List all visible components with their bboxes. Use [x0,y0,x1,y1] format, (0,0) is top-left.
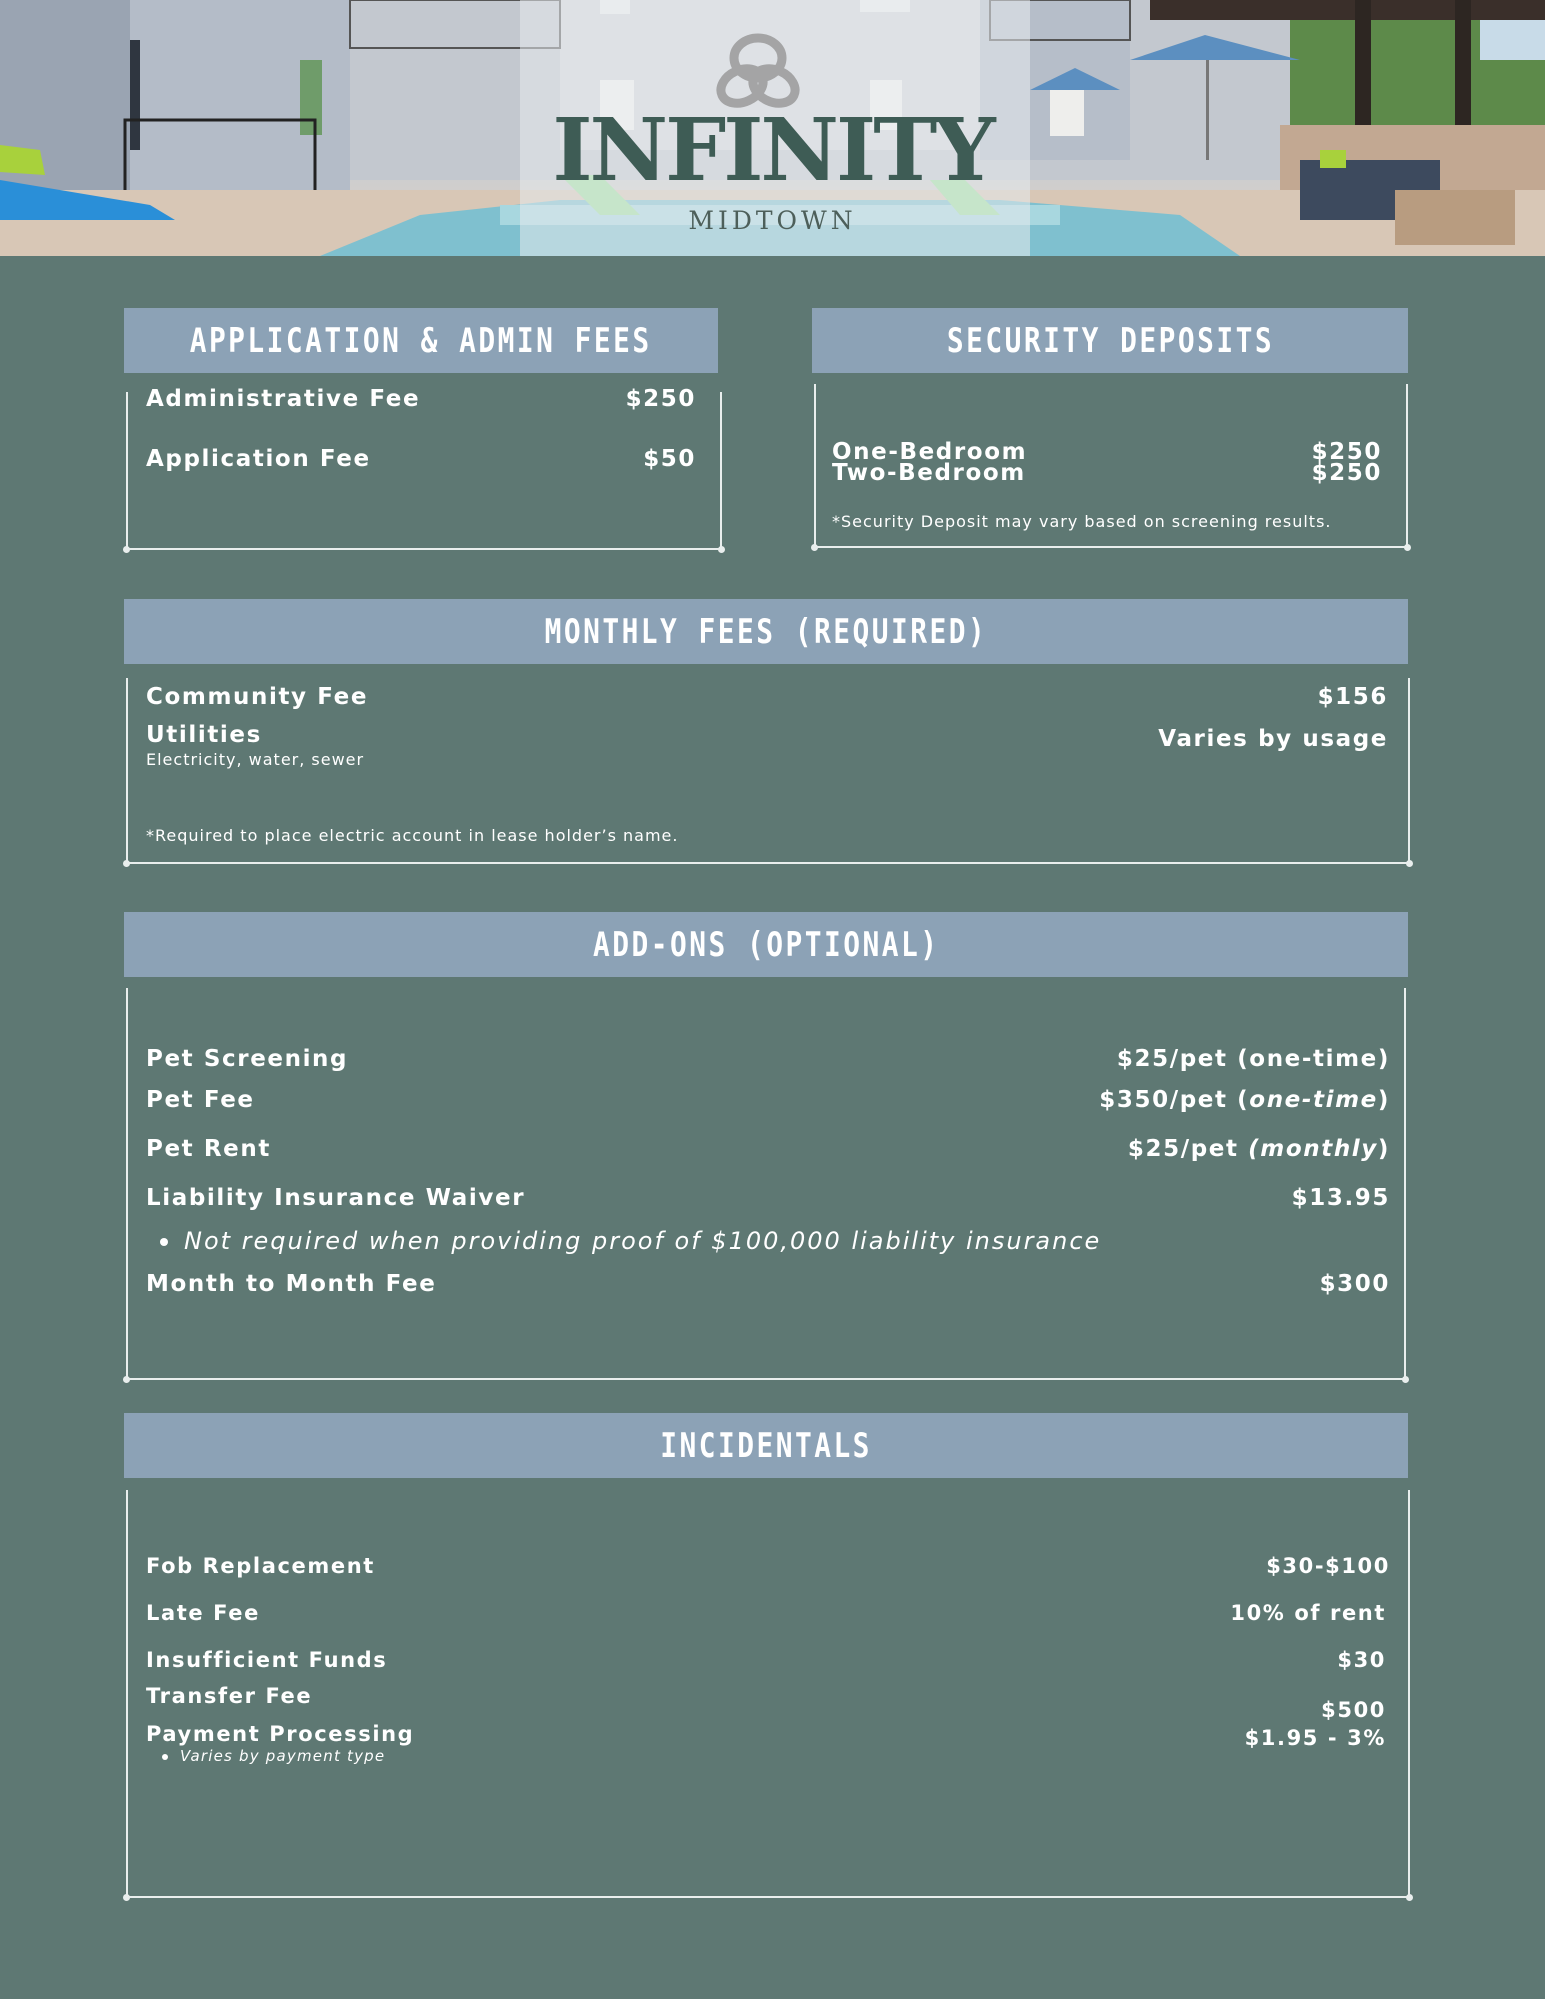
addon-value: $350/pet (one-time) [1099,1087,1390,1113]
addon-label: Pet Screening [146,1046,349,1072]
incidental-row-late-fee [146,1601,1386,1625]
addon-label: Month to Month Fee [146,1271,437,1297]
application-admin-header [124,308,718,373]
incidental-label: Payment Processing [146,1722,415,1746]
fee-value: $50 [643,446,696,472]
addon-row-liability [146,1185,1390,1211]
fee-row-community [146,684,1388,710]
incidental-value: $500 [1321,1698,1386,1722]
fee-row-administrative [146,386,696,412]
fee-label: Community Fee [146,684,369,710]
incidental-row-transfer-fee [146,1684,1386,1722]
deposit-label: Two-Bedroom [832,460,1026,486]
fee-label: Administrative Fee [146,386,421,412]
fee-row-application [146,446,696,472]
bullet-icon [160,1238,168,1246]
incidental-row-insufficient-funds [146,1648,1386,1672]
fee-value: $156 [1317,684,1388,710]
hero-image [0,0,1545,256]
logo [0,0,1545,256]
utilities-sublabel: Electricity, water, sewer [146,750,365,769]
fee-value: Varies by usage [1158,726,1388,752]
incidental-label: Late Fee [146,1601,260,1625]
deposit-value: $250 [1311,439,1382,465]
deposit-note: *Security Deposit may vary based on screening results. [832,512,1332,531]
deposit-row-one-bedroom [832,425,1382,465]
addon-label: Liability Insurance Waiver [146,1185,526,1211]
addon-value: $25/pet (one-time) [1116,1046,1390,1072]
fee-value: $250 [625,386,696,412]
monthly-note: *Required to place electric account in lease holder’s name. [146,826,679,845]
addon-value: $13.95 [1291,1185,1390,1211]
payment-processing-bullet: Varies by payment type [162,1747,385,1765]
addon-row-month-to-month [146,1271,1390,1297]
addon-value: $300 [1319,1271,1390,1297]
incidentals-header [124,1413,1408,1478]
section-title: APPLICATION & ADMIN FEES [190,320,652,361]
incidental-value: 10% of rent [1230,1601,1386,1625]
fee-row-utilities [146,722,1388,752]
add-ons-header [124,912,1408,977]
logo-wordmark: INFINITY [552,100,993,201]
incidental-value: $1.95 - 3% [1244,1726,1386,1750]
deposit-row-two-bedroom [832,460,1382,486]
incidental-value: $30 [1337,1648,1386,1672]
section-title: MONTHLY FEES (REQUIRED) [544,611,988,652]
incidental-label: Fob Replacement [146,1554,375,1578]
section-title: SECURITY DEPOSITS [946,320,1274,361]
addon-label: Pet Rent [146,1136,271,1162]
addon-label: Pet Fee [146,1087,255,1113]
deposit-label: One-Bedroom [832,439,1028,465]
security-deposits-header [812,308,1408,373]
addon-value: $25/pet (monthly) [1127,1136,1390,1162]
bullet-icon [162,1754,168,1760]
addon-row-pet-screening [146,1046,1390,1072]
incidental-row-payment-processing [146,1722,1386,1750]
deposit-value: $250 [1311,460,1382,486]
monthly-fees-header [124,599,1408,664]
addon-row-pet-fee [146,1087,1390,1113]
incidental-row-fob [146,1554,1390,1578]
incidental-value: $30-$100 [1266,1554,1390,1578]
logo-subtitle: MIDTOWN [688,206,857,235]
incidental-label: Insufficient Funds [146,1648,388,1672]
addon-row-pet-rent [146,1136,1390,1162]
fee-label: Utilities [146,722,262,748]
liability-bullet: Not required when providing proof of $100,000 liability insurance [160,1227,1101,1255]
section-title: INCIDENTALS [660,1425,872,1466]
incidental-label: Transfer Fee [146,1684,313,1708]
section-title: ADD-ONS (OPTIONAL) [592,924,940,965]
fee-label: Application Fee [146,446,371,472]
